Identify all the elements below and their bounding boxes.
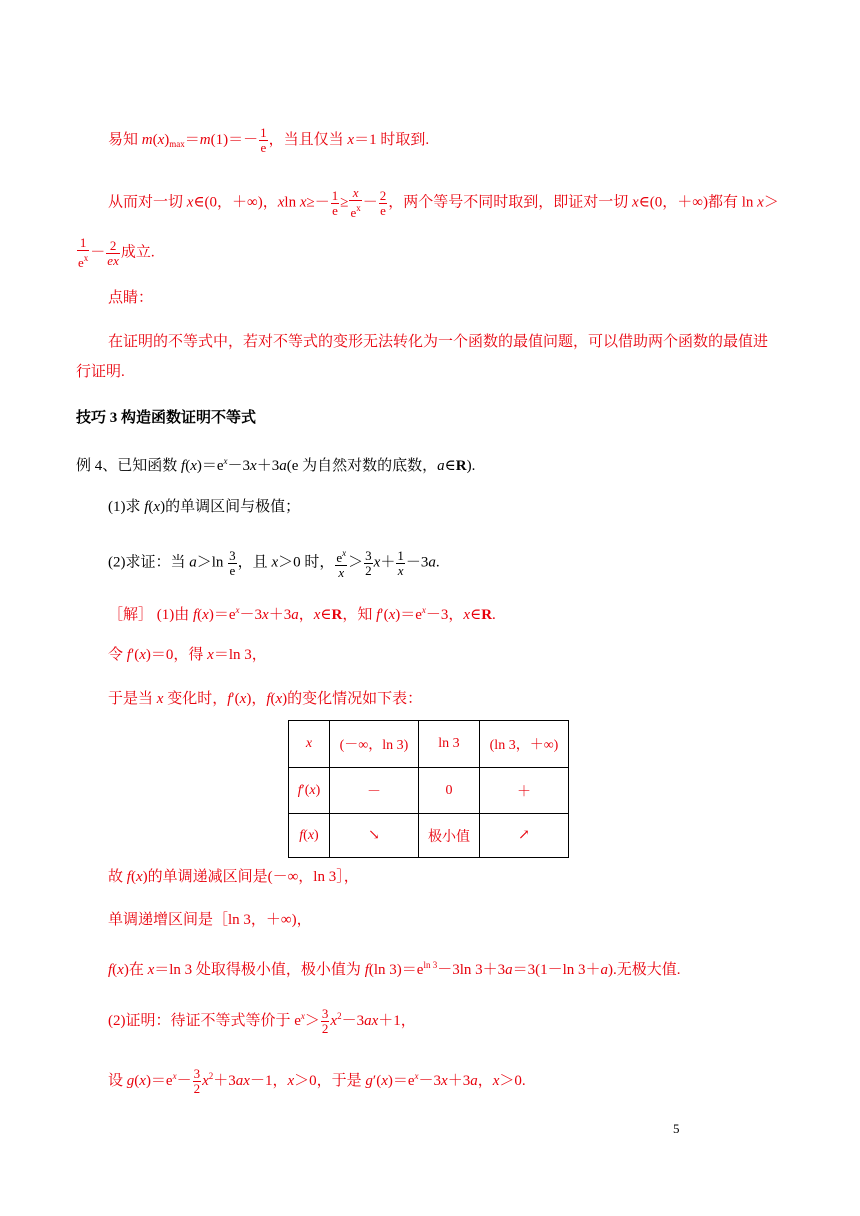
question-2: (2)求证：当 a＞ln $\frac{3}{e}$ ，且 x＞0 时， $\frac{e^x}{x}$ ＞ $\frac{3}{2}$ x＋ $\frac{1}{x}$ －3a. bbox=[108, 547, 440, 580]
text-line-1: 易知 $m(x)_{max}=m(1)=-$ $\frac{1}{e}$ ，当且仅当 x＝1 时取到. bbox=[108, 125, 430, 155]
solution-line-5: 单调递增区间是［ln 3，＋∞)， bbox=[108, 912, 312, 928]
variation-table bbox=[288, 720, 569, 858]
section-heading: 技巧 3 构造函数证明不等式 bbox=[76, 410, 257, 426]
table-cell: ↗ bbox=[480, 814, 569, 858]
text-line-3: $\frac{1}{e^x}$ － $\frac{2}{ex}$ 成立. bbox=[78, 235, 155, 270]
table-cell: f′(x) bbox=[289, 768, 330, 814]
text-line-6: 行证明. bbox=[76, 364, 125, 380]
table-cell: (－∞，ln 3) bbox=[330, 721, 419, 768]
solution-line-1: ［解］ (1)由 $f(x)=e^x-3x+3a$，x∈R，知 $f'(x)=e^x-3$，x∈R. bbox=[108, 605, 496, 623]
fraction: $\frac{1}{e}$ bbox=[260, 125, 267, 155]
text-line-5: 在证明的不等式中，若对不等式的变形无法转化为一个函数的最值问题，可以借助两个函数的最值进 bbox=[108, 334, 769, 350]
table-cell: x bbox=[289, 721, 330, 768]
text-line-4: 点睛： bbox=[108, 290, 154, 306]
table-cell: ＋ bbox=[480, 768, 569, 814]
table-cell: (ln 3，＋∞) bbox=[480, 721, 569, 768]
question-1: (1)求 f(x)的单调区间与极值； bbox=[108, 499, 301, 515]
example-4: 例 4、已知函数 $f(x)=e^x-3x+3a(e$ 为自然对数的底数，a∈R). bbox=[76, 456, 476, 474]
solution-line-6: f(x)在 x＝ln 3 处取得极小值，极小值为 f(ln $3)=e^{ln 3}-3\ln$ 3＋3a＝3(1－ln 3＋a).无极大值. bbox=[108, 960, 681, 978]
table-cell: － bbox=[330, 768, 419, 814]
solution-line-8: 设 $g(x)=e^x-$ $\frac{3}{2}$ $x^2+3ax-1$，x＞0，于是 $g'(x)=e^x-3x+3a$，x＞0. bbox=[108, 1066, 526, 1097]
solution-line-7: (2)证明：待证不等式等价于 $e^x>$ $\frac{3}{2}$ $x^2-3ax+1$， bbox=[108, 1006, 416, 1037]
table-cell: f(x) bbox=[289, 814, 330, 858]
table-cell: 极小值 bbox=[419, 814, 480, 858]
solution-line-3: 于是当 x 变化时，f′(x)，f(x)的变化情况如下表： bbox=[108, 691, 423, 707]
solution-line-2: 令 f′(x)＝0，得 x＝ln 3， bbox=[108, 647, 267, 663]
text-line-2: 从而对一切 x∈(0，＋∞)，xln x≥－ $\frac{1}{e}$ ≥ $\frac{x}{e^x}$ － $\frac{2}{e}$ ，两个等号不同时取到，即证对一切 x∈(0，＋∞)都有 ln x＞ bbox=[108, 185, 779, 220]
table-cell: ln 3 bbox=[419, 721, 480, 768]
solution-line-4: 故 f(x)的单调递减区间是(－∞，ln 3］， bbox=[108, 869, 359, 885]
table-cell: ↘ bbox=[330, 814, 419, 858]
table-cell: 0 bbox=[419, 768, 480, 814]
page-number: 5 bbox=[673, 1121, 680, 1136]
